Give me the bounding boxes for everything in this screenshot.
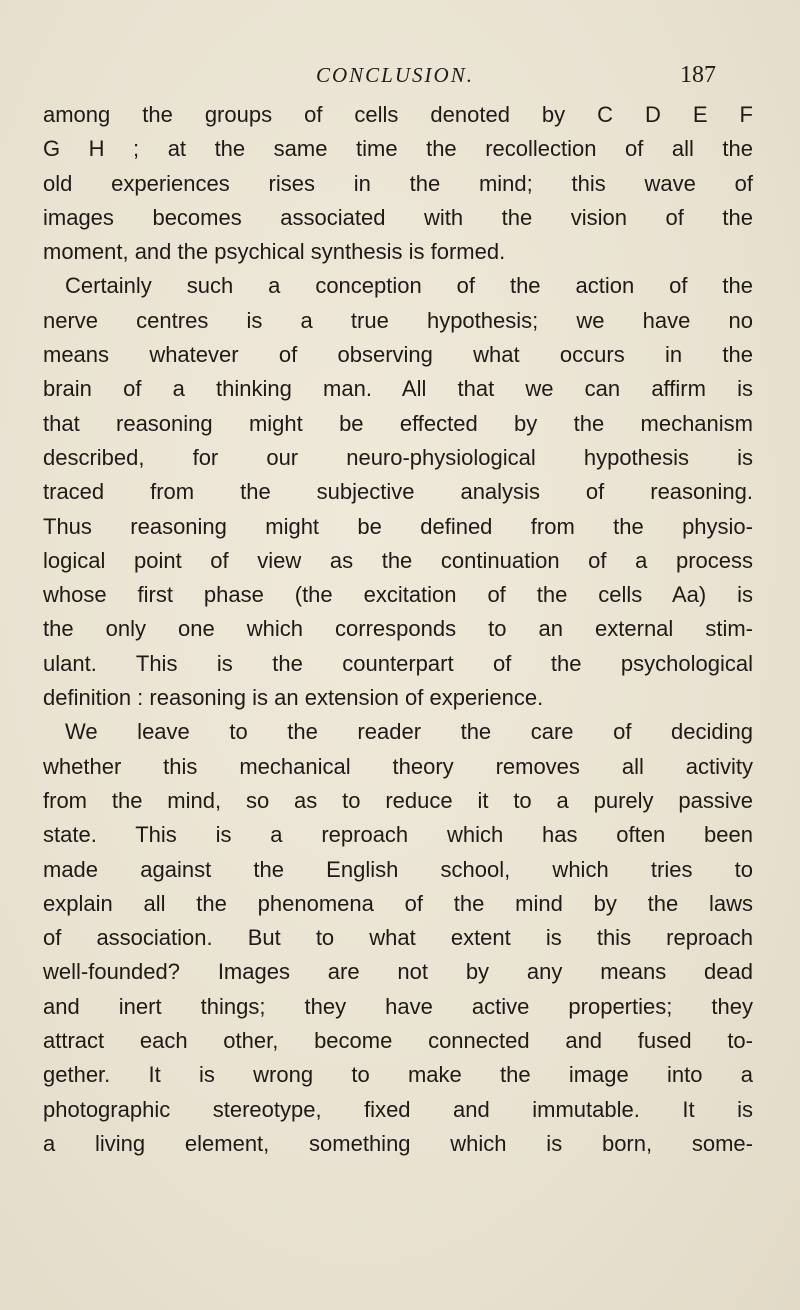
text-line: moment, and the psychical synthesis is formed. — [43, 239, 506, 265]
text-line: G H ; at the same time the recollection of all the — [43, 136, 753, 162]
text-line: and inert things; they have active properties; they — [43, 993, 753, 1019]
text-line: among the groups of cells denoted by C D E F — [43, 102, 753, 127]
text-line: state. This is a reproach which has often been — [43, 822, 753, 848]
text-line: the only one which corresponds to an external stim- — [43, 616, 753, 642]
text-line: Certainly such a conception of the action of the — [65, 273, 753, 299]
text-line: whose first phase (the excitation of the cells Aa) is — [43, 582, 753, 608]
running-head — [0, 60, 800, 94]
text-line: We leave to the reader the care of deciding — [65, 719, 753, 745]
text-line: old experiences rises in the mind; this wave of — [43, 170, 753, 196]
chapter-title: CONCLUSION. — [316, 63, 474, 87]
text-line: attract each other, become connected and fused to- — [43, 1028, 753, 1054]
text-line: described, for our neuro-physiological hypothesis is — [43, 444, 753, 470]
text-line: made against the English school, which tries to — [43, 856, 753, 882]
text-line: of association. But to what extent is this reproach — [43, 925, 753, 951]
text-line: gether. It is wrong to make the image into a — [43, 1062, 753, 1088]
text-line: images becomes associated with the vision of the — [43, 204, 753, 230]
text-line: well-founded? Images are not by any means dead — [43, 959, 753, 985]
text-line: explain all the phenomena of the mind by the laws — [43, 890, 753, 916]
text-line: from the mind, so as to reduce it to a purely passive — [43, 787, 753, 813]
text-line: a living element, something which is born, some- — [43, 1130, 753, 1156]
page-number: 187 — [680, 62, 716, 88]
text-line: definition : reasoning is an extension of experience. — [43, 685, 544, 711]
text-line: whether this mechanical theory removes all activity — [43, 753, 753, 779]
text-line: that reasoning might be effected by the mechanism — [43, 410, 753, 436]
text-line: means whatever of observing what occurs in the — [43, 342, 753, 368]
text-line: ulant. This is the counterpart of the psychological — [43, 650, 753, 676]
text-line: photographic stereotype, fixed and immutable. It is — [43, 1096, 753, 1122]
text-line: logical point of view as the continuation of a process — [43, 547, 753, 573]
text-line: brain of a thinking man. All that we can affirm is — [43, 376, 753, 402]
body-text — [43, 98, 753, 1161]
text-line: traced from the subjective analysis of reasoning. — [43, 479, 753, 505]
text-line: nerve centres is a true hypothesis; we have no — [43, 307, 753, 333]
text-line: Thus reasoning might be defined from the physio- — [43, 513, 753, 539]
